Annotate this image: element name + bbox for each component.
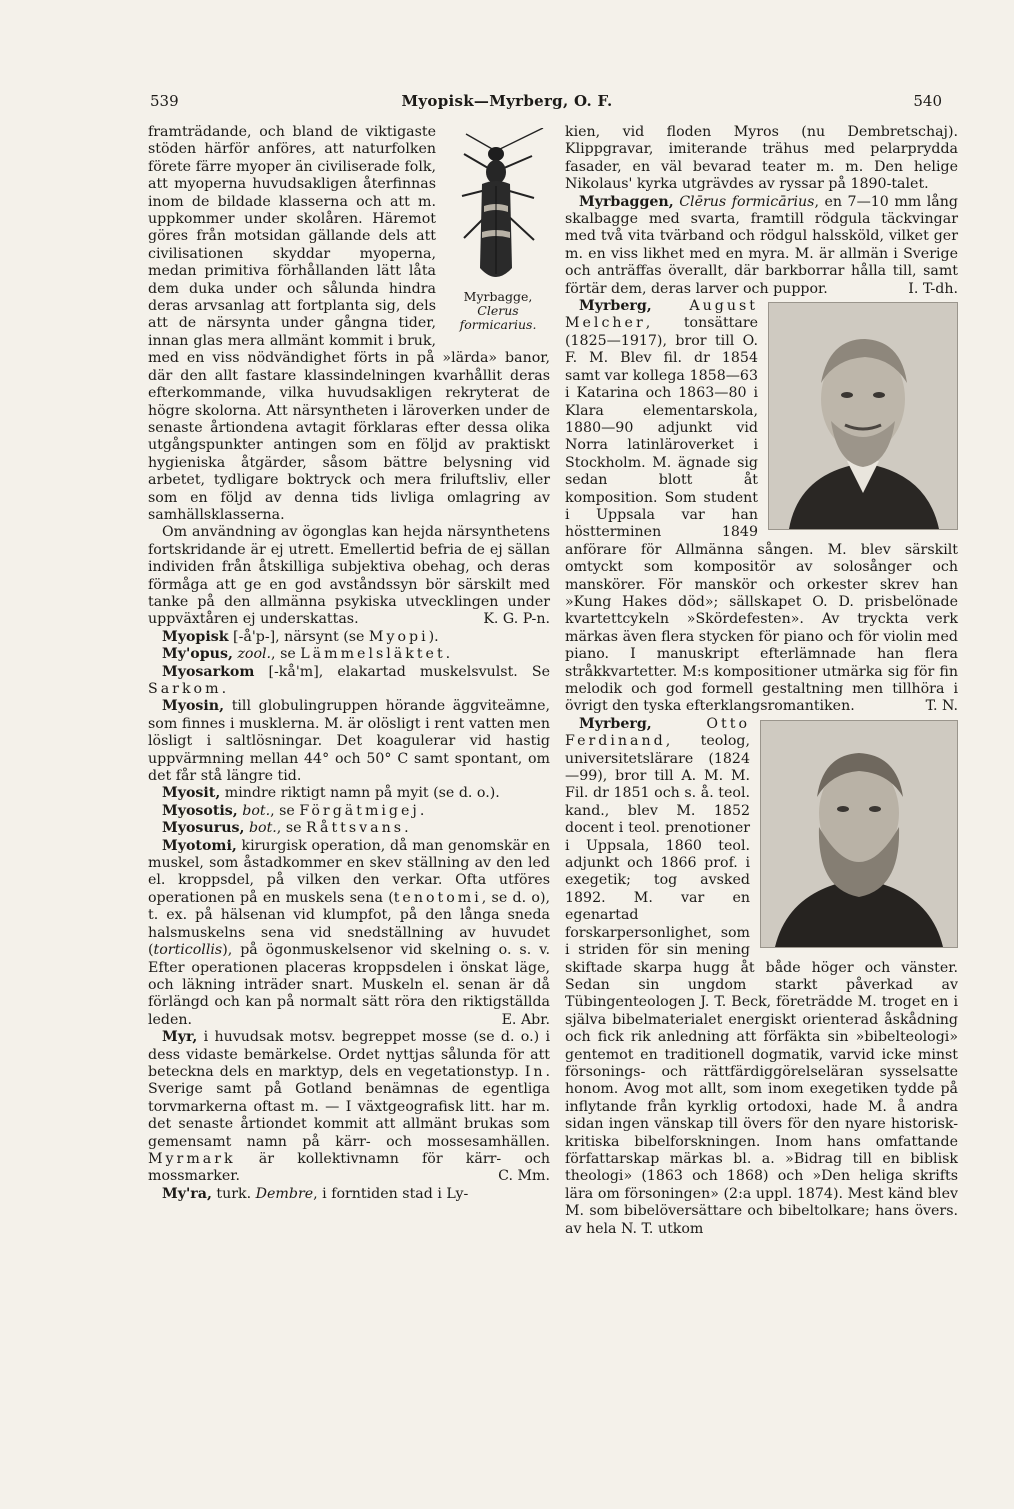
entry-myosit: Myosit, mindre riktigt namn på myit (se d. o.). [162,785,500,802]
portrait-otto-myrberg [760,720,958,948]
entry-myosotis: Myosotis, bot., se Förgätmigej. [162,802,425,819]
right-column [565,124,958,1238]
entry-myr: Myr, i huvudsak motsv. begreppet mosse (se d. o.) i dess vidaste bemärkelse. Ordet nyttjas sålunda för att beteckna dels en marktyp, dels en vegetationstyp. In. Sverige samt på Gotland benämnas de egentliga torvmarkerna oftast m. — I växtgeografisk litt. har m. det senaste årtiondet kommit att allmänt brukas som gemensamt namn på kärr- och mossesamhällen. Myrmark är kollektivnamn för kärr- och mossmarker. C. Mm. [148,1029,550,1185]
myopi-paragraph-2: Om användning av ögonglas kan hejda närsynthetens fortskridande är ej utrett. Emellertid befria de ej sällan individen från åtskilliga subjektiva obehag, och deras förmåga att ge en god avståndssyn bör särskilt med tanke på den allmänna psykiska utvecklingen under uppväxtåren ej underskattas. K. G. P-n. [148,524,550,628]
entry-myosarkom: Myosarkom [-kå'm], elakartad muskelsvulst. Se Sarkom. [148,663,550,697]
entry-myrbaggen: Myrbaggen, Clērus formicārius, en 7—10 mm lång skalbagge med svarta, framtill rödgula täckvingar med två vita tvärband och rödgul halssköld, vilket ger m. en viss likhet med en myra. M. är allmän i Sverige och anträffas överallt, där barkborrar hålla till, samt förtär dem, deras larver och puppor. I. T-dh. [565,193,958,297]
entry-august-myrberg: Myrberg, August Melcher, tonsättare (1825—1917), bror till O. F. M. Blev fil. dr 1854 samt var kollega 1858—63 i Katarina och 1863—80 i Klara elementarskola, 1880—90 adjunkt vid Norra latinläroverket i Stockholm. M. ägnade sig sedan blott åt komposition. Som student i Uppsala var han höstterminen 1849 anförare för Allmänna sången. M. blev särskilt omtyckt som kompositör av solosånger och manskörer. För manskör och orkester skrev han »Kung Hakes död»; sällskapet O. D. prisbelönade kvartettcykeln »Skördefesten». Av tryckta verk märkas även flera stycken för piano och för violin med piano. I manuskript efterlämnade han flera stråkkvartetter. M:s kompositioner utmärka sig för fin melodik och god formell gestaltning men tillhöra i övrigt den tyska efterklangsromantiken. T. N. [565,298,958,715]
portrait-august-myrberg [768,302,958,530]
running-title: Myopisk—Myrberg, O. F. [401,92,613,110]
signature: K. G. P-n. [483,611,550,628]
myopi-continuation: framträdande, och bland de viktigaste stöden härför anföres, att naturfolken förete färre myoper än civiliserade folk, att myoperna huvudsakligen återfinnas inom de bildade klasserna och att m. uppkommer under skolåren. Häremot göres från motsidan gällande dels att civilisationen skyddar myoperna, medan primitiva förhållanden lätt låta dem duka under och sålunda hindra deras arvsanlag att fortplanta sig, dels att de närsynta under gångna tider, innan glas mera allmänt kommit i bruk, med en viss nödvändighet förts in på »lärda» banor, där den allt fastare klassindelningen kvarhållit deras efterkommande, vilka huvudsakligen rekryterat de högre skolorna. Att närsyntheten i läroverken under de senaste årtiondena avtagit förklaras efter dessa olika utgångspunkter antingen som en följd av praktiskt hygieniska åtgärder, såsom bättre belysning vid arbetet, tydligare boktryck och mera friluftsliv, eller som en följd av denna tids livliga omlagring av samhällsklasserna. [148,124,550,523]
left-page-number: 539 [150,92,179,110]
entry-myopisk: Myopisk [-å'p-], närsynt (se Myopi). [162,628,439,645]
entry-myra: My'ra, turk. Dembre, i forntiden stad i Ly- [162,1185,469,1202]
beetle-illustration [448,128,548,288]
entry-otto-myrberg: Myrberg, Otto Ferdinand, teolog, universitetslärare (1824—99), bror till A. M. M. Fil. dr 1851 och s. å. teol. kand., blev M. 1852 docent i teol. prenotioner i Uppsala, 1860 teol. adjunkt och 1866 prof. i exegetik; tog avsked 1892. M. var en egenartad forskarpersonlighet, som i striden för sin mening skiftade skarpa hugg åt både höger och vänster. Sedan sin ungdom starkt påverkad av Tübingenteologen J. T. Beck, företrädde M. troget en i själva bibelmaterialet energiskt orienterad åskådning och fick rik anledning att förfäkta sin »bibelteologi» gentemot en traditionell dogmatik, varvid icke minst försonings- och rättfärdiggörelseläran sysselsatte honom. Avog mot allt, som inom exegetiken tydde på inflytande från kyrklig ortodoxi, hade M. å andra sidan ingen vänskap till övers för den nyare historisk-kritiska bibelforskningen. Inom hans omfattande författarskap märkas bl. a. »Bidrag till en biblisk theologi» (1863 och 1868) och »Den heliga skrifts lära om försoningen» (2:a uppl. 1874). Mest känd blev M. som bibelöversättare och bibeltolkare; hans övers. av hela N. T. utkom [565,715,958,1237]
entry-myotomi: Myotomi, kirurgisk operation, då man genomskär en muskel, som åstadkommer en skev ställning av den led el. kroppsdel, på vilken den verkar. Ofta utföres operationen på en muskels sena (tenotomi, se d. o), t. ex. på hälsenan vid klumpfot, på den långa sneda halsmuskelns sena vid snedställning av huvudet (torticollis), på ögonmuskelsenor vid skelning o. s. v. Efter operationen placeras kroppsdelen i önskat läge, och läkning inträder snart. Muskeln el. senan är då förlängd och kan på normalt sätt röra den riktigställda leden. E. Abr. [148,837,550,1028]
beetle-figure [446,124,550,332]
page-header [0,92,1014,116]
entry-myopus: My'opus, zool., se Lämmelsläktet. [162,646,451,663]
entry-myosin: Myosin, till globulingruppen hörande äggviteämne, som finnes i musklerna. M. är olösligt i rent vatten men lösligt i saltlösningar. Det koagulerar vid hastig uppvärmning mellan 44° och 50° C samt spontant, om det får stå längre tid. [148,698,550,785]
left-column [148,124,550,1203]
myra-continuation: kien, vid floden Myros (nu Dembretschaj). Klippgravar, imiterande trähus med pelarprydda fasader, en väl bevarad teater m. m. Den helige Nikolaus' kyrka utgrävdes av ryssar på 1890-talet. [565,124,958,193]
beetle-caption: Myrbagge, Clerus formicarius. [459,289,537,332]
right-page-number: 540 [913,92,942,110]
entry-myosurus: Myosurus, bot., se Råttsvans. [162,820,409,837]
